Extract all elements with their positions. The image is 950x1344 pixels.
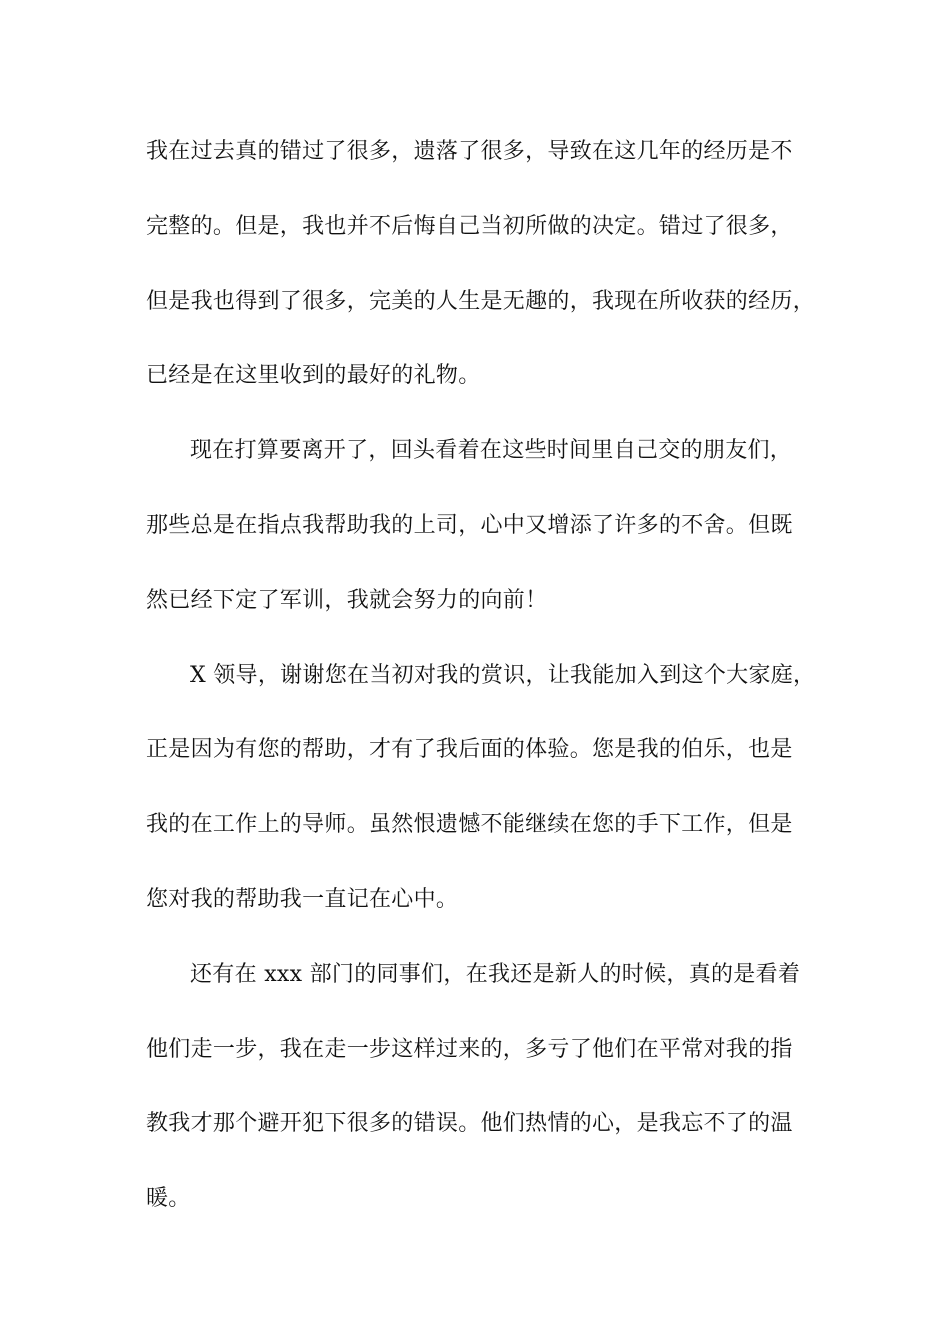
text-line: 那些总是在指点我帮助我的上司，心中又增添了许多的不舍。但既 bbox=[146, 512, 793, 538]
text-line: 完整的。但是，我也并不后悔自己当初所做的决定。错过了很多， bbox=[146, 213, 793, 239]
text-line: 已经是在这里收到的最好的礼物。 bbox=[146, 363, 481, 389]
body-text bbox=[146, 125, 826, 1247]
text-line: 正是因为有您的帮助，才有了我后面的体验。您是我的伯乐，也是 bbox=[146, 737, 793, 763]
text-line: 他们走一步，我在走一步这样过来的，多亏了他们在平常对我的指 bbox=[146, 1036, 793, 1062]
text-line: 还有在 xxx 部门的同事们，在我还是新人的时候，真的是看着 bbox=[190, 961, 801, 987]
text-line: 现在打算要离开了，回头看着在这些时间里自己交的朋友们， bbox=[190, 438, 793, 464]
text-line: X 领导，谢谢您在当初对我的赏识，让我能加入到这个大家庭， bbox=[190, 662, 816, 688]
text-line: 暖。 bbox=[146, 1186, 191, 1212]
text-line: 您对我的帮助我一直记在心中。 bbox=[146, 886, 459, 912]
text-line: 但是我也得到了很多，完美的人生是无趣的，我现在所收获的经历， bbox=[146, 288, 816, 314]
text-line: 然已经下定了军训，我就会努力的向前！ bbox=[146, 587, 548, 613]
text-line: 我在过去真的错过了很多，遗落了很多，导致在这几年的经历是不 bbox=[146, 139, 793, 164]
text-line: 我的在工作上的导师。虽然恨遗憾不能继续在您的手下工作，但是 bbox=[146, 812, 793, 838]
text-line: 教我才那个避开犯下很多的错误。他们热情的心，是我忘不了的温 bbox=[146, 1111, 793, 1137]
